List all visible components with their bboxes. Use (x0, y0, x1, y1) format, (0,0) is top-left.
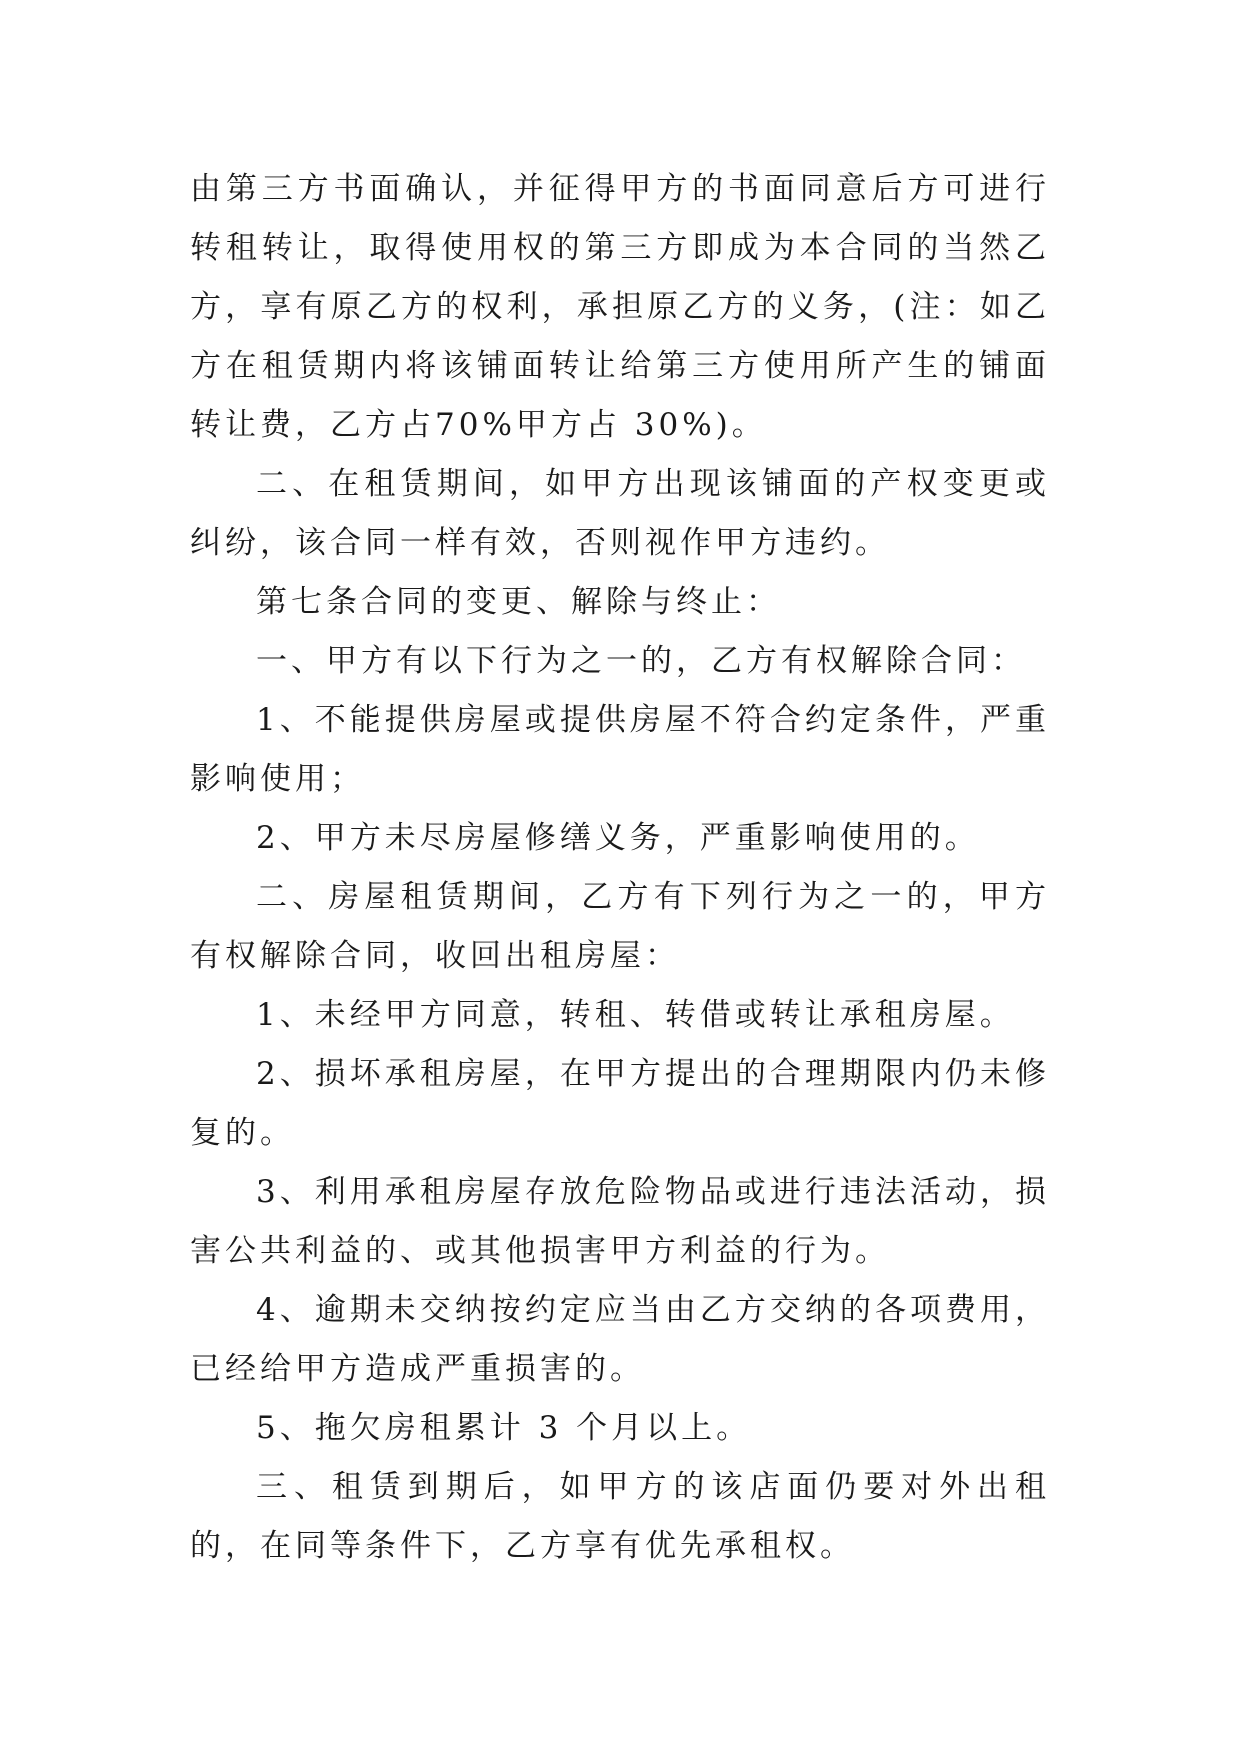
paragraph-priority-lease: 三、租赁到期后，如甲方的该店面仍要对外出租的，在同等条件下，乙方享有优先承租权。 (190, 1469, 1050, 1564)
document-body (190, 160, 1050, 1576)
paragraph-party-b-termination: 二、房屋租赁期间，乙方有下列行为之一的，甲方有权解除合同，收回出租房屋： (190, 879, 1050, 974)
list-item-b-5: 5、拖欠房租累计 3 个月以上。 (256, 1410, 752, 1446)
paragraph-party-a-termination: 一、甲方有以下行为之一的，乙方有权解除合同： (256, 643, 1026, 679)
paragraph-property-change: 二、在租赁期间，如甲方出现该铺面的产权变更或纠纷，该合同一样有效，否则视作甲方违约。 (190, 466, 1050, 561)
list-item-b-3: 3、利用承租房屋存放危险物品或进行违法活动，损害公共利益的、或其他损害甲方利益的行为。 (190, 1174, 1050, 1269)
list-item-b-1: 1、未经甲方同意，转租、转借或转让承租房屋。 (256, 997, 1015, 1033)
list-item-a-1: 1、不能提供房屋或提供房屋不符合约定条件，严重影响使用； (190, 702, 1050, 797)
list-item-b-2: 2、损坏承租房屋，在甲方提出的合理期限内仍未修复的。 (190, 1056, 1050, 1151)
section-heading-article-7: 第七条合同的变更、解除与终止： (256, 584, 781, 620)
list-item-b-4: 4、逾期未交纳按约定应当由乙方交纳的各项费用，已经给甲方造成严重损害的。 (190, 1292, 1050, 1387)
list-item-a-2: 2、甲方未尽房屋修缮义务，严重影响使用的。 (256, 820, 980, 856)
paragraph-sublease-transfer: 由第三方书面确认，并征得甲方的书面同意后方可进行转租转让，取得使用权的第三方即成为本合同的当然乙方，享有原乙方的权利，承担原乙方的义务，(注：如乙方在租赁期内将该铺面转让给第三方使用所产生的铺面转让费，乙方占70%甲方占 30%)。 (190, 171, 1050, 443)
